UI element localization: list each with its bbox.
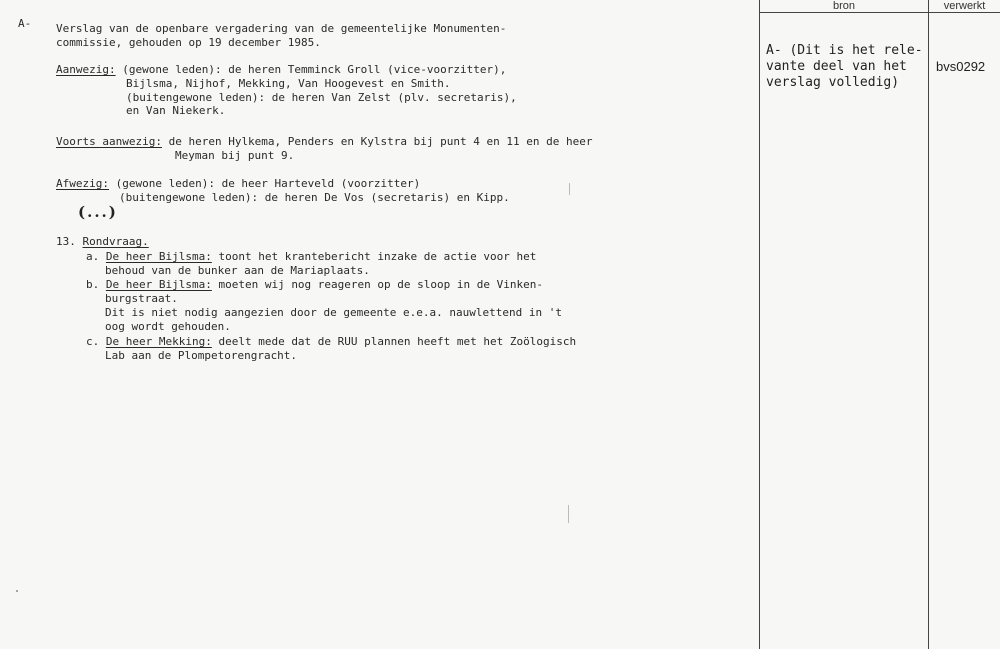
rondvraag-item-c: [86, 335, 576, 349]
bron-note: [766, 27, 923, 91]
bron-note-line1: A- (Dit is het rele-: [766, 43, 923, 58]
rondvraag-item-c-line2: Lab aan de Plompetorengracht.: [105, 349, 298, 362]
margin-marker: A-: [18, 17, 32, 30]
verwerkt-value: bvs0292: [936, 59, 986, 74]
item-letter: a.: [86, 250, 100, 263]
item-speaker: De heer Mekking:: [105, 335, 212, 348]
afwezig-label: Afwezig:: [56, 177, 109, 190]
voorts-line2: Meyman bij punt 9.: [175, 149, 295, 162]
document-title-line1: Verslag van de openbare vergadering van de gemeentelijke Monumenten-: [56, 22, 507, 35]
item-line: moeten wij nog reageren op de sloop in de Vinken-: [211, 278, 543, 291]
header-rule: [759, 12, 1000, 13]
afwezig-line1: (gewone leden): de heer Harteveld (voorzitter): [108, 177, 421, 190]
verwerkt-header: verwerkt: [943, 0, 986, 12]
rondvraag-item-b-line3: Dit is niet nodig aangezien door de gemeente e.e.a. nauwlettend in 't: [105, 306, 562, 319]
bron-note-line3: verslag volledig): [766, 75, 900, 90]
column-divider: [928, 0, 929, 649]
rondvraag-item-b-line4: oog wordt gehouden.: [105, 320, 231, 333]
rondvraag-heading: [56, 235, 149, 249]
voorts-label: Voorts aanwezig:: [56, 135, 162, 148]
rondvraag-item-b-line2: burgstraat.: [105, 292, 178, 305]
aanwezig-line3: (buitengewone leden): de heren Van Zelst (plv. secretaris),: [126, 91, 517, 104]
voorts-block: [56, 135, 592, 149]
ellipsis-handwritten: (...): [78, 203, 118, 221]
afwezig-line2: (buitengewone leden): de heren De Vos (secretaris) en Kipp.: [119, 191, 510, 204]
aanwezig-block: [56, 63, 506, 77]
bron-column-left-border: [759, 0, 760, 649]
afwezig-block: [56, 177, 420, 191]
rondvraag-label: Rondvraag.: [82, 235, 149, 248]
item-letter: b.: [86, 278, 100, 291]
item-line: deelt mede dat de RUU plannen heeft met het Zoölogisch: [211, 335, 577, 348]
scan-mark: [569, 183, 570, 195]
item-speaker: De heer Bijlsma:: [105, 278, 212, 291]
aanwezig-line4: en Van Niekerk.: [126, 104, 226, 117]
item-line: toont het krantebericht inzake de actie voor het: [211, 250, 537, 263]
rondvraag-number: 13.: [56, 235, 76, 248]
item-letter: c.: [86, 335, 100, 348]
scan-dot: [16, 590, 18, 592]
rondvraag-item-a: [86, 250, 536, 264]
rondvraag-item-a-line2: behoud van de bunker aan de Mariaplaats.: [105, 264, 370, 277]
item-speaker: De heer Bijlsma:: [105, 250, 212, 263]
scan-mark: [568, 505, 569, 523]
aanwezig-line2: Bijlsma, Nijhof, Mekking, Van Hoogevest en Smith.: [126, 77, 451, 90]
bron-header: bron: [832, 0, 856, 12]
document-title-line2: commissie, gehouden op 19 december 1985.: [56, 36, 321, 49]
rondvraag-item-b: [86, 278, 543, 292]
aanwezig-line1: (gewone leden): de heren Temminck Groll (vice-voorzitter),: [115, 63, 507, 76]
voorts-line1: de heren Hylkema, Penders en Kylstra bij punt 4 en 11 en de heer: [161, 135, 593, 148]
bron-note-line2: vante deel van het: [766, 59, 907, 74]
aanwezig-label: Aanwezig:: [56, 63, 116, 76]
